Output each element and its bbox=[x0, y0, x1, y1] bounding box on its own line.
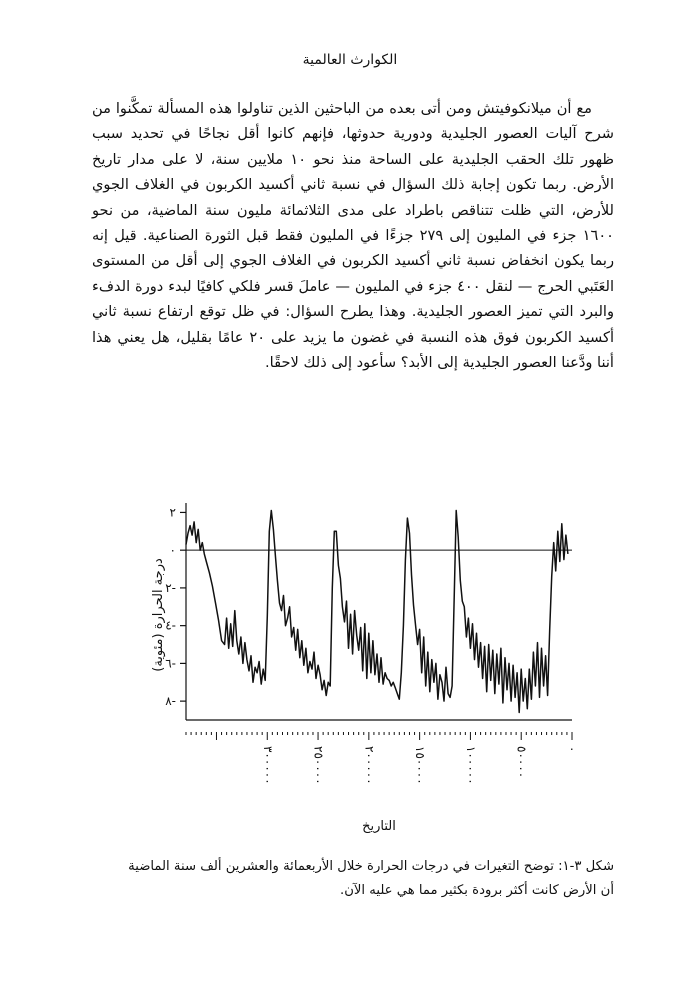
y-tick-label: ٤- bbox=[165, 618, 176, 633]
x-ticks bbox=[186, 732, 580, 785]
y-tick-label: ٨- bbox=[165, 694, 176, 709]
x-tick-label: ٢٠٠٠٠٠ bbox=[362, 746, 377, 785]
y-tick-label: ٠ bbox=[169, 543, 176, 558]
y-tick-label: ٢ bbox=[169, 505, 176, 520]
body-text bbox=[92, 96, 614, 375]
caption-line-1: شكل ٣-١: توضح التغيرات في درجات الحرارة خلال الأربعمائة والعشرين ألف سنة الماضية bbox=[128, 859, 614, 874]
caption-line-2: أن الأرض كانت أكثر برودة بكثير مما هي عليه الآن. bbox=[340, 883, 614, 898]
x-tick-label: ١٠٠٠٠٠ bbox=[463, 746, 478, 785]
y-ticks bbox=[165, 505, 186, 708]
y-tick-label: ٦- bbox=[165, 656, 176, 671]
y-axis-label: درجة الحرارة (مئوية) bbox=[151, 558, 166, 672]
running-head: الكوارث العالمية bbox=[302, 52, 398, 68]
x-tick-label: ٢٥٠٠٠٠ bbox=[311, 746, 326, 785]
body-paragraph: مع أن ميلانكوفيتش ومن أتى بعده من الباحثين الذين تناولوا هذه المسألة تمكَّنوا من شرح آليات العصور الجليدية ودورية حدوثها، فإنهم كانوا أقل نجاحًا في تحديد سبب ظهور تلك الحقب الجليدية على الساحة منذ نحو ١٠ ملايين سنة، لا على مدار تاريخ الأرض. ربما تكون إجابة ذلك السؤال في نسبة ثاني أكسيد الكربون في الغلاف الجوي للأرض، التي ظلت تتناقص باطراد على مدى الثلاثمائة مليون سنة الماضية، من نحو ١٦٠٠ جزء في المليون إلى ٢٧٩ جزءًا في المليون فقط قبل الثورة الصناعية. قيل إنه ربما يكون انخفاض نسبة ثاني أكسيد الكربون في الغلاف الجوي إلى أقل من المستوى العَتَبي الحرج — لنقل ٤٠٠ جزء في المليون — عاملَ قسر فلكي كافيًا لبدء دورة الدفء والبرد التي تميز العصور الجليدية. وهذا يطرح السؤال: في ظل توقع ارتفاع نسبة ثاني أكسيد الكربون فوق هذه النسبة في غضون ما يزيد على ٢٠ عامًا بقليل، هل يعني هذا أننا ودَّعنا العصور الجليدية إلى الأبد؟ سأعود إلى ذلك لاحقًا. bbox=[92, 100, 615, 372]
x-tick-label: ١٥٠٠٠٠ bbox=[413, 746, 428, 785]
figure-caption bbox=[92, 855, 614, 903]
temperature-chart bbox=[140, 495, 600, 845]
y-tick-label: ٢- bbox=[165, 580, 176, 595]
x-tick-label: ٣٠٠٠٠٠ bbox=[260, 746, 275, 785]
x-axis-label: التاريخ bbox=[362, 819, 396, 834]
x-tick-label: ٥٠٠٠٠ bbox=[514, 746, 529, 779]
temperature-series-line bbox=[186, 511, 568, 713]
x-tick-label: ٠ bbox=[565, 746, 580, 753]
series-layer bbox=[186, 511, 568, 713]
